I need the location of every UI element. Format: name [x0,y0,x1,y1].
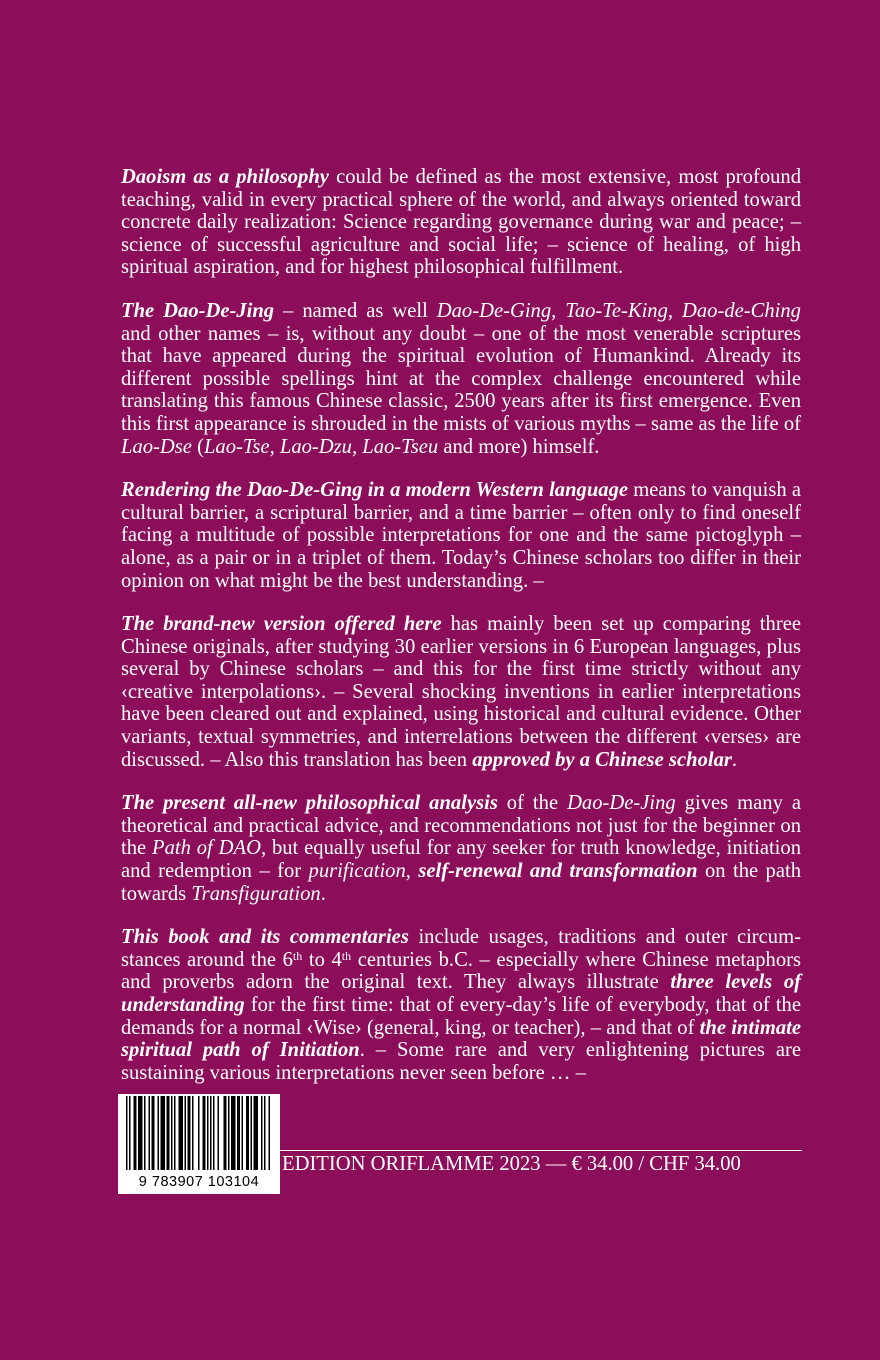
paragraph-text: has mainly been set up comparing three Chinese originals, after studying 30 earlier versions in 6 European languages, plus several by Chinese scholars – and this for the first time strictly without any ‹creative interpolations›. – Several shocking inventions in earlier interpretations have been cleared out and explained, using historical and cultural evidence. Other variants, textual symmetries, and interrelations between the different ‹verses› are discussed. – Also this translation has been [121,613,801,771]
barcode-bar [167,1096,170,1170]
barcode-bar [179,1096,184,1170]
paragraph-commentaries [121,926,801,1084]
paragraph-text: and more) himself. [438,435,600,458]
paragraph-text: . – Some rare and very enlightening pictures are sustaining various interpretations never seen before … – [121,1039,801,1084]
paragraph-daoism [121,166,801,279]
barcode-bar [144,1096,146,1170]
barcode-bar [251,1096,253,1170]
paragraph-text: to 4 [302,948,342,971]
dao-term: DAO [218,837,261,860]
barcode-bar [185,1096,187,1170]
paragraph-text: centuries b.C. – especially where Chinese metaphors and proverbs adorn the original text. They always illustrate [121,948,801,994]
barcode-bar [149,1096,151,1170]
transfiguration-term: Transfiguration [191,882,321,905]
paragraph-text: of the [497,792,568,815]
barcode-bar [174,1096,176,1170]
barcode-bar [269,1096,271,1170]
paragraph-lead: The present all-new philosophical analysis [121,792,498,815]
barcode-bar [129,1096,131,1170]
paragraph-lead: Daoism as a philosophy [121,166,329,188]
barcode-bar [126,1096,128,1170]
paragraph-analysis [121,792,801,905]
paragraph-text: and other names – is, without any doubt – one of the most venerable scriptures that have appeared during the spiritual evolution of Humankind. Already its different possible spellings hint at the complex challenge encountered while translating this famous Chinese classic, 2500 years after its first emergence. Even this first appearance is shrouded in the mists of various myths – same as the life of [121,322,801,435]
author-name-variants: Lao-Tse, Lao-Dzu, Lao-Tseu [203,435,439,458]
barcode-bar [198,1096,200,1170]
barcode-bar [210,1096,212,1170]
paragraph-text: , but equally useful for any seeker for truth knowledge, initiation and redemption – for [121,837,801,883]
barcode-bar [171,1096,173,1170]
paragraph-dao-de-jing [121,300,801,458]
barcode-bar [218,1096,220,1170]
barcode-bar [138,1096,143,1170]
approval-note: approved by a Chinese scholar [472,748,732,771]
paragraph-text: include usages, traditions and outer circumstances around the 6 [121,926,801,971]
barcode-bar [203,1096,206,1170]
levels-term: three levels of understanding [121,971,801,1016]
barcode-bar [237,1096,240,1170]
paragraph-lead: The brand-new version offered here [121,613,442,636]
paragraph-text: . [731,748,738,771]
back-cover-text [121,166,801,1105]
isbn-digits: 9 783907 103104 [138,1174,260,1190]
barcode-bar [242,1096,244,1170]
barcode-bar [158,1096,160,1170]
book-title: Dao-De-Jing [567,792,676,815]
paragraph-text: means to vanquish a cultural barrier, a scriptural barrier, and a time barrier – often only to find oneself facing a multitude of possible interpretations for one and the same pictoglyph – alone, as a pair or in a triplet of them. Today’s Chinese scholars too differ in their opinion on what might be the best understanding. – [121,479,801,592]
paragraph-text: for the first time: that of every-day’s life of everybody, that of the demands for a normal ‹Wise› (general, king, or teacher), – and that of [121,994,801,1039]
barcode-bar [228,1096,230,1170]
initiation-term: the intimate spiritual path of Initiation [121,1016,801,1062]
barcode-bar [161,1096,166,1170]
self-renewal-term: self-renewal and transformation [418,860,698,883]
ordinal-superscript: th [341,948,352,963]
barcode-bar [264,1096,266,1170]
paragraph-text: on the path towards [121,860,802,905]
barcode-bar [213,1096,215,1170]
paragraph-text: ( [191,435,204,458]
author-name: Lao-Dse [121,435,192,458]
purification-term: purification, [308,860,419,883]
paragraph-brand-new-version [121,613,801,771]
barcode-bar [261,1096,263,1170]
barcode-bar [188,1096,191,1170]
paragraph-text: gives many a theoretical and practical advice, and recommendations not just for the beginner on the [121,792,801,860]
spelling-variants: Dao-De-Ging, Tao-Te-King, Dao-de-Ching [436,299,801,322]
paragraph-text: . [320,882,326,905]
barcode-bar [192,1096,194,1170]
barcode-bar [152,1096,155,1170]
barcode-bar [246,1096,249,1170]
barcode-bar [134,1096,137,1170]
publisher-price-line: EDITION ORIFLAMME 2023 — € 34.00 / CHF 34.00 [282,1153,741,1175]
barcode-bar [254,1096,259,1170]
barcode-bar [224,1096,227,1170]
paragraph-rendering [121,479,801,592]
path-term: Path of [152,837,219,860]
paragraph-text: could be defined as the most extensive, most profound teaching, valid in every practical sphere of the world, and always oriented toward concrete daily realization: Science regarding governance during war and peace; – science of successful agriculture and social life; – science of healing, of high spiritual aspiration, and for highest philosophical fulfillment. [121,166,802,279]
barcode-bar [207,1096,209,1170]
barcode-bar [231,1096,236,1170]
ordinal-superscript: th [292,948,303,963]
barcode-bars [118,1094,280,1172]
paragraph-lead: This book and its commentaries [121,926,409,949]
paragraph-text: – named as well [274,299,437,322]
footer-rule [280,1150,802,1151]
paragraph-lead: The Dao-De-Jing [121,299,275,322]
isbn-barcode [118,1094,280,1194]
paragraph-lead: Rendering the Dao-De-Ging in a modern Western language [121,479,629,502]
